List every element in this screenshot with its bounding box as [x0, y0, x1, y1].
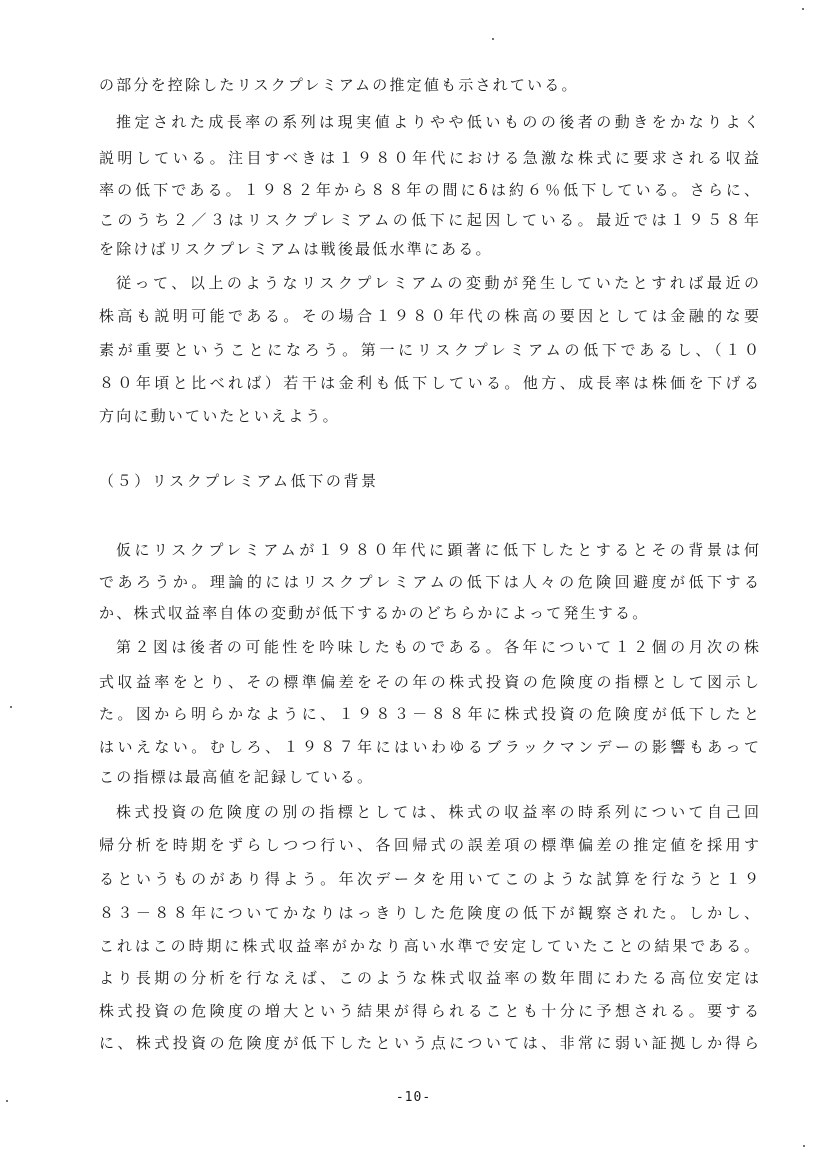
text-line: か、株式収益率自体の変動が低下するかのどちらかによって発生する。: [99, 604, 650, 622]
text-line: 推定された成長率の系列は現実値よりやや低いものの後者の動きをかなりよく: [116, 113, 759, 131]
text-line: であろうか。理論的にはリスクプレミアムの低下は人々の危険回避度が低下する: [99, 573, 759, 591]
text-line: 説明している。注目すべきは１９８０年代における急激な株式に要求される収益: [99, 149, 759, 167]
text-line: これはこの時期に株式収益率がかなり高い水準で安定していたことの結果である。: [99, 937, 759, 955]
text-line: 素が重要ということになろう。第一にリスクプレミアムの低下であるし、（１０: [99, 341, 759, 359]
text-line: この指標は最高値を記録している。: [99, 768, 375, 786]
page-number: -10-: [395, 1090, 432, 1105]
text-line: 式収益率をとり、その標準偏差をその年の株式投資の危険度の指標として図示し: [99, 673, 759, 691]
text-line: 株高も説明可能である。その場合１９８０年代の株高の要因としては金融的な要: [99, 307, 759, 325]
scan-speck: [802, 8, 804, 10]
text-line: 仮にリスクプレミアムが１９８０年代に顕著に低下したとするとその背景は何: [116, 541, 759, 559]
text-line: 従って、以上のようなリスクプレミアムの変動が発生していたとすれば最近の: [116, 274, 759, 292]
text-line: 株式投資の危険度の増大という結果が得られることも十分に予想される。要する: [99, 1002, 759, 1020]
section-heading: （５）リスクプレミアム低下の背景: [99, 472, 379, 490]
text-line: 率の低下である。１９８２年から８８年の間にδは約６％低下している。さらに、: [99, 181, 759, 199]
text-line: ８３－８８年についてかなりはっきりした危険度の低下が観察された。しかし、: [99, 904, 759, 922]
text-line: 第２図は後者の可能性を吟味したものである。各年について１２個の月次の株: [116, 638, 759, 656]
text-line: このうち２／３はリスクプレミアムの低下に起因している。最近では１９５８年: [99, 211, 759, 229]
text-line: に、株式投資の危険度が低下したという点については、非常に弱い証拠しか得ら: [99, 1034, 759, 1052]
text-line: はいえない。むしろ、１９８７年にはいわゆるブラックマンデーの影響もあって: [99, 738, 759, 756]
scan-speck: [803, 1145, 805, 1147]
scan-speck: [6, 1100, 8, 1102]
text-line: 株式投資の危険度の別の指標としては、株式の収益率の時系列について自己回: [116, 803, 759, 821]
text-line: を除けばリスクプレミアムは戦後最低水準にある。: [99, 240, 493, 258]
text-line: た。図から明らかなように、１９８３－８８年に株式投資の危険度が低下したと: [99, 705, 759, 723]
text-line: るというものがあり得よう。年次データを用いてこのような試算を行なうと１９: [99, 870, 759, 888]
text-line: 方向に動いていたといえよう。: [99, 407, 340, 425]
text-line: の部分を控除したリスクプレミアムの推定値も示されている。: [99, 76, 579, 94]
text-line: より長期の分析を行なえば、このような株式収益率の数年間にわたる高位安定は: [99, 969, 759, 987]
text-line: 帰分析を時期をずらしつつ行い、各回帰式の誤差項の標準偏差の推定値を採用す: [99, 836, 759, 854]
text-line: ８０年頃と比べれば）若干は金利も低下している。他方、成長率は株価を下げる: [99, 374, 759, 392]
scan-speck: [10, 706, 12, 708]
scan-speck: [492, 38, 494, 40]
